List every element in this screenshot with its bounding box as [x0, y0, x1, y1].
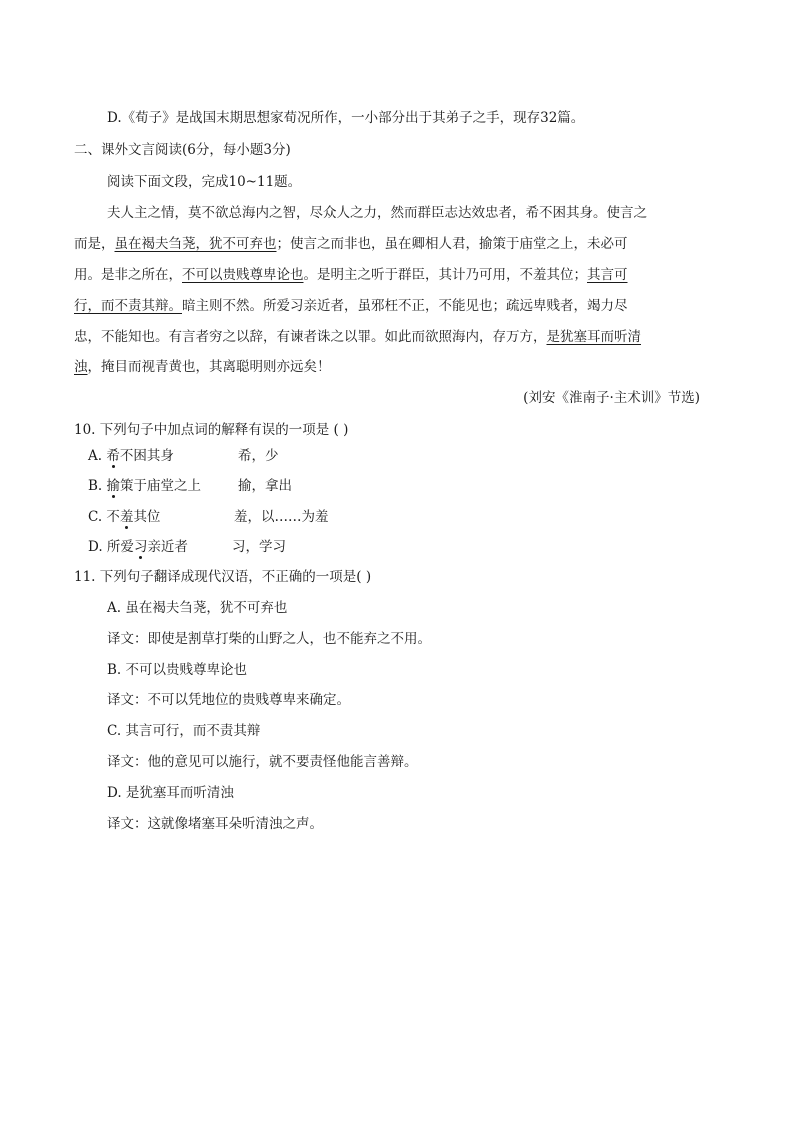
- underlined-sentence-b: 不可以贵贱尊卑论也: [182, 267, 304, 283]
- question-10-option-c: C. 不羞其位: [88, 509, 161, 525]
- reading-instruction: 阅读下面文段，完成10~11题。: [107, 174, 302, 190]
- underlined-sentence-d-start: 是犹塞耳而听清: [546, 329, 641, 345]
- question-11-translation-d: 译文：这就像堵塞耳朵听清浊之声。: [107, 816, 323, 832]
- question-11-option-a: A. 虽在褐夫刍荛，犹不可弃也: [107, 600, 288, 616]
- question-10-stem: 10. 下列句子中加点词的解释有误的一项是 ( ): [74, 422, 349, 438]
- section-heading: 二、课外文言阅读(6分，每小题3分): [74, 142, 291, 158]
- question-10-option-c-gloss: 羞，以……为羞: [234, 509, 329, 525]
- passage-line-4: 行，而不责其辩。暗主则不然。所爱习亲近者，虽邪枉不正，不能见也；疏远卑贱者，竭力尽: [74, 298, 628, 314]
- dotted-word: 揄: [106, 478, 121, 494]
- passage-line-5: 忠，不能知也。有言者穷之以辞，有谏者诛之以罪。如此而欲照海内，存万方，是犹塞耳而听清: [74, 329, 641, 345]
- previous-question-option-d: D.《荀子》是战国末期思想家荀况所作，一小部分出于其弟子之手，现存32篇。: [107, 110, 585, 126]
- passage-line-6: 浊，掩目而视青黄也，其离聪明则亦远矣！: [74, 359, 331, 375]
- passage-source: (刘安《淮南子·主术训》节选): [523, 390, 700, 406]
- underlined-sentence-a: 虽在褐夫刍荛，犹不可弃也: [114, 236, 277, 252]
- dotted-word: 羞: [119, 509, 134, 525]
- question-11-option-c: C. 其言可行，而不责其辩: [107, 723, 261, 739]
- question-11-translation-b: 译文：不可以凭地位的贵贱尊卑来确定。: [107, 692, 350, 708]
- dotted-word: 希: [106, 448, 120, 464]
- question-11-translation-c: 译文：他的意见可以施行，就不要责怪他能言善辩。: [107, 754, 418, 770]
- question-11-stem: 11. 下列句子翻译成现代汉语，不正确的一项是( ): [74, 569, 372, 585]
- underlined-sentence-c-end: 行，而不责其辩。: [74, 298, 182, 314]
- passage-line-2: 而是，虽在褐夫刍荛，犹不可弃也；使言之而非也，虽在卿相人君，揄策于庙堂之上，未必可: [74, 236, 628, 252]
- passage-line-1: 夫人主之情，莫不欲总海内之智，尽众人之力，然而群臣志达效忠者，希不困其身。使言之: [107, 205, 647, 221]
- question-10-option-b: B. 揄策于庙堂之上: [88, 478, 202, 494]
- question-10-option-a-gloss: 希，少: [238, 448, 279, 464]
- question-11-option-b: B. 不可以贵贱尊卑论也: [107, 662, 248, 678]
- question-11-translation-a: 译文：即使是割草打柴的山野之人，也不能弃之不用。: [107, 631, 431, 647]
- passage-line-3: 用。是非之所在，不可以贵贱尊卑论也。是明主之听于群臣，其计乃可用，不羞其位；其言可: [74, 267, 628, 283]
- question-10-option-b-gloss: 揄，拿出: [238, 478, 292, 494]
- question-10-option-a: A. 希不困其身: [88, 448, 174, 464]
- dotted-word: 习: [133, 539, 148, 555]
- question-11-option-d: D. 是犹塞耳而听清浊: [107, 785, 234, 801]
- underlined-sentence-d-end: 浊: [74, 359, 88, 375]
- question-10-option-d: D. 所爱习亲近者: [88, 539, 188, 555]
- underlined-sentence-c-start: 其言可: [587, 267, 628, 283]
- question-10-option-d-gloss: 习，学习: [232, 539, 286, 555]
